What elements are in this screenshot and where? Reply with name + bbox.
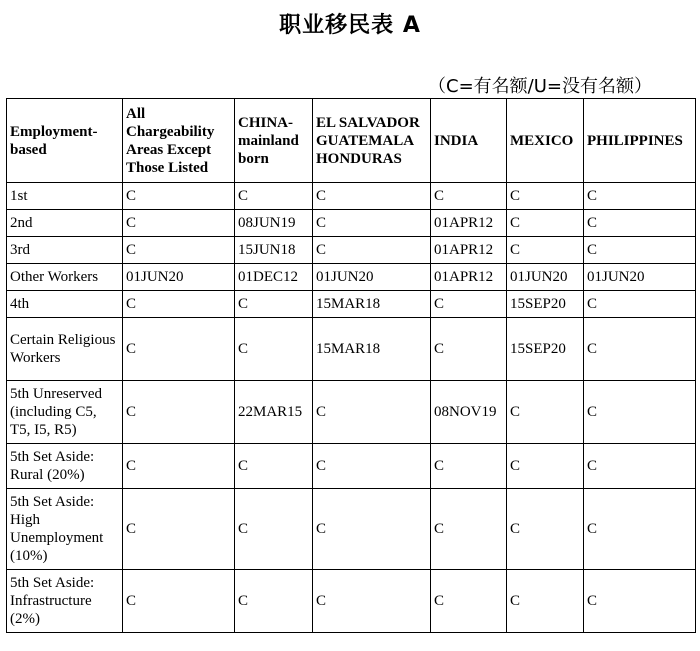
cell-category: 5th Set Aside: Rural (20%) bbox=[7, 444, 123, 489]
cell-all-chargeability: C bbox=[123, 318, 235, 381]
cell-el-salvador-guatemala-honduras: C bbox=[313, 570, 431, 633]
cell-el-salvador-guatemala-honduras: 01JUN20 bbox=[313, 264, 431, 291]
cell-philippines: 01JUN20 bbox=[584, 264, 696, 291]
cell-all-chargeability: C bbox=[123, 210, 235, 237]
cell-philippines: C bbox=[584, 237, 696, 264]
cell-category: 5th Set Aside: High Unemployment (10%) bbox=[7, 489, 123, 570]
header-china: CHINA-mainland born bbox=[235, 99, 313, 183]
cell-all-chargeability: C bbox=[123, 237, 235, 264]
cell-india: C bbox=[431, 570, 507, 633]
cell-philippines: C bbox=[584, 210, 696, 237]
header-india: INDIA bbox=[431, 99, 507, 183]
cell-el-salvador-guatemala-honduras: 15MAR18 bbox=[313, 291, 431, 318]
visa-bulletin-table bbox=[6, 98, 696, 633]
cell-india: 01APR12 bbox=[431, 210, 507, 237]
table-body bbox=[7, 183, 696, 633]
cell-el-salvador-guatemala-honduras: C bbox=[313, 210, 431, 237]
legend-note: （C=有名额/U=没有名额） bbox=[428, 76, 652, 97]
table-row bbox=[7, 264, 696, 291]
cell-india: C bbox=[431, 489, 507, 570]
table-header-row bbox=[7, 99, 696, 183]
cell-china: 15JUN18 bbox=[235, 237, 313, 264]
cell-india: 08NOV19 bbox=[431, 381, 507, 444]
header-mexico: MEXICO bbox=[507, 99, 584, 183]
cell-china: C bbox=[235, 183, 313, 210]
cell-all-chargeability: C bbox=[123, 570, 235, 633]
table-row bbox=[7, 237, 696, 264]
cell-category: Certain Religious Workers bbox=[7, 318, 123, 381]
cell-china: C bbox=[235, 570, 313, 633]
cell-mexico: C bbox=[507, 183, 584, 210]
table-row bbox=[7, 318, 696, 381]
table-row bbox=[7, 570, 696, 633]
cell-mexico: C bbox=[507, 444, 584, 489]
cell-all-chargeability: 01JUN20 bbox=[123, 264, 235, 291]
table-row bbox=[7, 210, 696, 237]
cell-all-chargeability: C bbox=[123, 489, 235, 570]
cell-mexico: C bbox=[507, 237, 584, 264]
cell-philippines: C bbox=[584, 183, 696, 210]
cell-all-chargeability: C bbox=[123, 444, 235, 489]
page-title: 职业移民表 A bbox=[279, 13, 421, 38]
cell-mexico: C bbox=[507, 489, 584, 570]
cell-mexico: C bbox=[507, 381, 584, 444]
cell-all-chargeability: C bbox=[123, 291, 235, 318]
cell-philippines: C bbox=[584, 489, 696, 570]
cell-india: 01APR12 bbox=[431, 264, 507, 291]
cell-china: 22MAR15 bbox=[235, 381, 313, 444]
cell-china: C bbox=[235, 444, 313, 489]
cell-china: C bbox=[235, 291, 313, 318]
cell-category: 5th Unreserved (including C5, T5, I5, R5) bbox=[7, 381, 123, 444]
cell-mexico: C bbox=[507, 570, 584, 633]
cell-china: C bbox=[235, 489, 313, 570]
header-all-chargeability: All Chargeability Areas Except Those Listed bbox=[123, 99, 235, 183]
table-row bbox=[7, 444, 696, 489]
header-employment-based: Employment-based bbox=[7, 99, 123, 183]
cell-category: Other Workers bbox=[7, 264, 123, 291]
cell-category: 1st bbox=[7, 183, 123, 210]
cell-category: 5th Set Aside: Infrastructure (2%) bbox=[7, 570, 123, 633]
cell-mexico: 15SEP20 bbox=[507, 318, 584, 381]
cell-all-chargeability: C bbox=[123, 183, 235, 210]
header-el-salvador-guatemala-honduras: EL SALVADOR GUATEMALA HONDURAS bbox=[313, 99, 431, 183]
cell-philippines: C bbox=[584, 444, 696, 489]
cell-philippines: C bbox=[584, 291, 696, 318]
cell-philippines: C bbox=[584, 570, 696, 633]
cell-category: 2nd bbox=[7, 210, 123, 237]
cell-el-salvador-guatemala-honduras: 15MAR18 bbox=[313, 318, 431, 381]
cell-el-salvador-guatemala-honduras: C bbox=[313, 381, 431, 444]
cell-mexico: 01JUN20 bbox=[507, 264, 584, 291]
cell-mexico: 15SEP20 bbox=[507, 291, 584, 318]
cell-el-salvador-guatemala-honduras: C bbox=[313, 237, 431, 264]
cell-el-salvador-guatemala-honduras: C bbox=[313, 444, 431, 489]
cell-philippines: C bbox=[584, 318, 696, 381]
cell-philippines: C bbox=[584, 381, 696, 444]
cell-all-chargeability: C bbox=[123, 381, 235, 444]
cell-india: C bbox=[431, 183, 507, 210]
cell-el-salvador-guatemala-honduras: C bbox=[313, 489, 431, 570]
cell-china: C bbox=[235, 318, 313, 381]
cell-india: 01APR12 bbox=[431, 237, 507, 264]
cell-china: 08JUN19 bbox=[235, 210, 313, 237]
cell-china: 01DEC12 bbox=[235, 264, 313, 291]
header-philippines: PHILIPPINES bbox=[584, 99, 696, 183]
cell-el-salvador-guatemala-honduras: C bbox=[313, 183, 431, 210]
table-row bbox=[7, 291, 696, 318]
cell-india: C bbox=[431, 291, 507, 318]
cell-india: C bbox=[431, 318, 507, 381]
table-row bbox=[7, 183, 696, 210]
cell-india: C bbox=[431, 444, 507, 489]
cell-category: 4th bbox=[7, 291, 123, 318]
cell-mexico: C bbox=[507, 210, 584, 237]
table-row bbox=[7, 489, 696, 570]
cell-category: 3rd bbox=[7, 237, 123, 264]
table-row bbox=[7, 381, 696, 444]
